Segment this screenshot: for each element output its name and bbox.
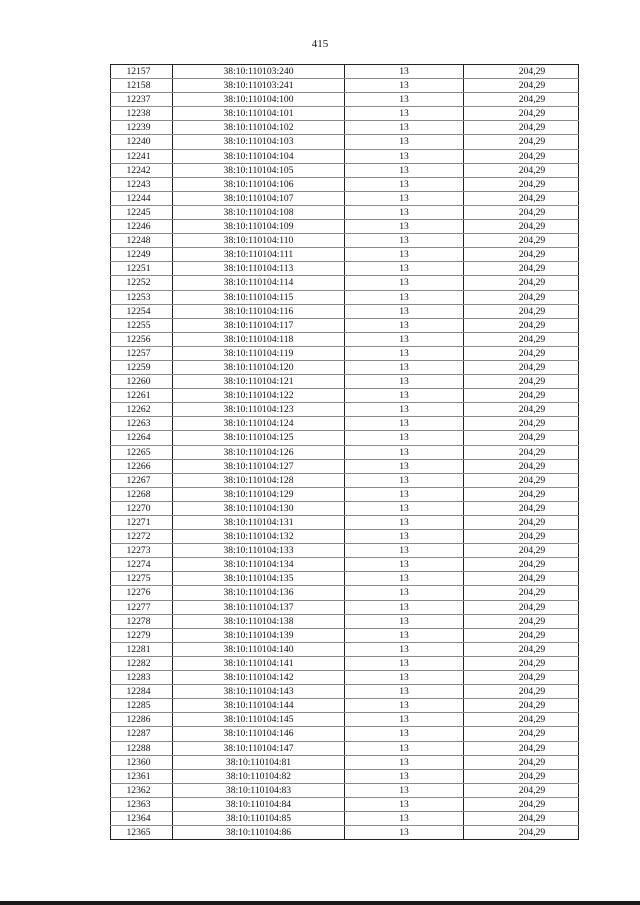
area-cell: 204,29: [464, 600, 579, 614]
row-number-cell: 12257: [111, 346, 173, 360]
area-cell: 204,29: [464, 375, 579, 389]
cadastral-number-cell: 38:10:110104:105: [173, 163, 345, 177]
cadastral-number-cell: 38:10:110104:109: [173, 220, 345, 234]
area-cell: 204,29: [464, 205, 579, 219]
row-number-cell: 12251: [111, 262, 173, 276]
row-number-cell: 12260: [111, 375, 173, 389]
quantity-cell: 13: [345, 741, 464, 755]
cadastral-number-cell: 38:10:110104:134: [173, 558, 345, 572]
quantity-cell: 13: [345, 248, 464, 262]
table-row: [111, 135, 579, 149]
table-row: [111, 177, 579, 191]
table-row: [111, 727, 579, 741]
row-number-cell: 12362: [111, 783, 173, 797]
cadastral-number-cell: 38:10:110104:106: [173, 177, 345, 191]
area-cell: 204,29: [464, 642, 579, 656]
table-row: [111, 516, 579, 530]
row-number-cell: 12240: [111, 135, 173, 149]
table-row: [111, 473, 579, 487]
quantity-cell: 13: [345, 403, 464, 417]
cadastral-number-cell: 38:10:110104:147: [173, 741, 345, 755]
row-number-cell: 12248: [111, 234, 173, 248]
quantity-cell: 13: [345, 459, 464, 473]
row-number-cell: 12237: [111, 93, 173, 107]
cadastral-number-cell: 38:10:110104:126: [173, 445, 345, 459]
row-number-cell: 12270: [111, 501, 173, 515]
quantity-cell: 13: [345, 473, 464, 487]
table-row: [111, 389, 579, 403]
table-row: [111, 417, 579, 431]
cadastral-number-cell: 38:10:110104:143: [173, 685, 345, 699]
area-cell: 204,29: [464, 191, 579, 205]
area-cell: 204,29: [464, 727, 579, 741]
table-row: [111, 248, 579, 262]
area-cell: 204,29: [464, 445, 579, 459]
cadastral-number-cell: 38:10:110104:136: [173, 586, 345, 600]
quantity-cell: 13: [345, 516, 464, 530]
row-number-cell: 12283: [111, 671, 173, 685]
row-number-cell: 12360: [111, 755, 173, 769]
page-number: 415: [311, 38, 329, 50]
cadastral-number-cell: 38:10:110104:117: [173, 318, 345, 332]
quantity-cell: 13: [345, 163, 464, 177]
cadastral-number-cell: 38:10:110104:142: [173, 671, 345, 685]
table-row: [111, 79, 579, 93]
area-cell: 204,29: [464, 135, 579, 149]
table-row: [111, 318, 579, 332]
cadastral-number-cell: 38:10:110104:135: [173, 572, 345, 586]
cadastral-number-cell: 38:10:110104:113: [173, 262, 345, 276]
table-row: [111, 656, 579, 670]
row-number-cell: 12238: [111, 107, 173, 121]
area-cell: 204,29: [464, 614, 579, 628]
quantity-cell: 13: [345, 713, 464, 727]
table-row: [111, 642, 579, 656]
area-cell: 204,29: [464, 177, 579, 191]
table-row: [111, 163, 579, 177]
quantity-cell: 13: [345, 346, 464, 360]
row-number-cell: 12281: [111, 642, 173, 656]
quantity-cell: 13: [345, 558, 464, 572]
cadastral-number-cell: 38:10:110104:124: [173, 417, 345, 431]
table-row: [111, 797, 579, 811]
row-number-cell: 12157: [111, 65, 173, 79]
table-row: [111, 346, 579, 360]
cadastral-number-cell: 38:10:110104:131: [173, 516, 345, 530]
quantity-cell: 13: [345, 107, 464, 121]
table-row: [111, 445, 579, 459]
row-number-cell: 12249: [111, 248, 173, 262]
area-cell: 204,29: [464, 389, 579, 403]
table-row: [111, 501, 579, 515]
row-number-cell: 12242: [111, 163, 173, 177]
area-cell: 204,29: [464, 826, 579, 840]
area-cell: 204,29: [464, 544, 579, 558]
cadastral-number-cell: 38:10:110104:100: [173, 93, 345, 107]
quantity-cell: 13: [345, 487, 464, 501]
cadastral-number-cell: 38:10:110103:240: [173, 65, 345, 79]
row-number-cell: 12245: [111, 205, 173, 219]
cadastral-number-cell: 38:10:110104:121: [173, 375, 345, 389]
cadastral-number-cell: 38:10:110104:130: [173, 501, 345, 515]
row-number-cell: 12239: [111, 121, 173, 135]
area-cell: 204,29: [464, 65, 579, 79]
area-cell: 204,29: [464, 656, 579, 670]
table-row: [111, 713, 579, 727]
area-cell: 204,29: [464, 628, 579, 642]
row-number-cell: 12262: [111, 403, 173, 417]
row-number-cell: 12277: [111, 600, 173, 614]
cadastral-number-cell: 38:10:110104:129: [173, 487, 345, 501]
row-number-cell: 12278: [111, 614, 173, 628]
quantity-cell: 13: [345, 614, 464, 628]
quantity-cell: 13: [345, 501, 464, 515]
area-cell: 204,29: [464, 586, 579, 600]
quantity-cell: 13: [345, 234, 464, 248]
cadastral-number-cell: 38:10:110104:107: [173, 191, 345, 205]
table-row: [111, 360, 579, 374]
area-cell: 204,29: [464, 304, 579, 318]
row-number-cell: 12363: [111, 797, 173, 811]
table-row: [111, 93, 579, 107]
quantity-cell: 13: [345, 135, 464, 149]
row-number-cell: 12287: [111, 727, 173, 741]
cadastral-number-cell: 38:10:110104:122: [173, 389, 345, 403]
row-number-cell: 12158: [111, 79, 173, 93]
table-row: [111, 262, 579, 276]
table-row: [111, 375, 579, 389]
table-row: [111, 431, 579, 445]
table-row: [111, 121, 579, 135]
cadastral-number-cell: 38:10:110104:144: [173, 699, 345, 713]
row-number-cell: 12284: [111, 685, 173, 699]
cadastral-number-cell: 38:10:110104:132: [173, 530, 345, 544]
area-cell: 204,29: [464, 93, 579, 107]
row-number-cell: 12267: [111, 473, 173, 487]
quantity-cell: 13: [345, 811, 464, 825]
quantity-cell: 13: [345, 628, 464, 642]
cadastral-number-cell: 38:10:110104:140: [173, 642, 345, 656]
table-row: [111, 234, 579, 248]
quantity-cell: 13: [345, 262, 464, 276]
row-number-cell: 12272: [111, 530, 173, 544]
row-number-cell: 12364: [111, 811, 173, 825]
table-row: [111, 826, 579, 840]
row-number-cell: 12288: [111, 741, 173, 755]
table-row: [111, 783, 579, 797]
cadastral-number-cell: 38:10:110104:133: [173, 544, 345, 558]
table-row: [111, 332, 579, 346]
row-number-cell: 12365: [111, 826, 173, 840]
quantity-cell: 13: [345, 699, 464, 713]
row-number-cell: 12285: [111, 699, 173, 713]
scan-bottom-edge: [0, 901, 640, 905]
quantity-cell: 13: [345, 572, 464, 586]
cadastral-number-cell: 38:10:110104:110: [173, 234, 345, 248]
table-row: [111, 276, 579, 290]
area-cell: 204,29: [464, 403, 579, 417]
cadastral-number-cell: 38:10:110104:125: [173, 431, 345, 445]
cadastral-table-container: [110, 64, 579, 840]
cadastral-number-cell: 38:10:110104:103: [173, 135, 345, 149]
quantity-cell: 13: [345, 600, 464, 614]
row-number-cell: 12268: [111, 487, 173, 501]
table-row: [111, 530, 579, 544]
area-cell: 204,29: [464, 811, 579, 825]
area-cell: 204,29: [464, 220, 579, 234]
cadastral-number-cell: 38:10:110104:141: [173, 656, 345, 670]
area-cell: 204,29: [464, 262, 579, 276]
area-cell: 204,29: [464, 530, 579, 544]
row-number-cell: 12271: [111, 516, 173, 530]
table-row: [111, 755, 579, 769]
area-cell: 204,29: [464, 360, 579, 374]
cadastral-number-cell: 38:10:110103:241: [173, 79, 345, 93]
area-cell: 204,29: [464, 685, 579, 699]
quantity-cell: 13: [345, 220, 464, 234]
area-cell: 204,29: [464, 149, 579, 163]
row-number-cell: 12256: [111, 332, 173, 346]
table-row: [111, 811, 579, 825]
area-cell: 204,29: [464, 290, 579, 304]
cadastral-number-cell: 38:10:110104:128: [173, 473, 345, 487]
quantity-cell: 13: [345, 375, 464, 389]
cadastral-number-cell: 38:10:110104:83: [173, 783, 345, 797]
row-number-cell: 12252: [111, 276, 173, 290]
cadastral-number-cell: 38:10:110104:120: [173, 360, 345, 374]
area-cell: 204,29: [464, 797, 579, 811]
row-number-cell: 12266: [111, 459, 173, 473]
quantity-cell: 13: [345, 671, 464, 685]
row-number-cell: 12253: [111, 290, 173, 304]
cadastral-number-cell: 38:10:110104:123: [173, 403, 345, 417]
area-cell: 204,29: [464, 121, 579, 135]
area-cell: 204,29: [464, 699, 579, 713]
quantity-cell: 13: [345, 431, 464, 445]
area-cell: 204,29: [464, 417, 579, 431]
quantity-cell: 13: [345, 205, 464, 219]
area-cell: 204,29: [464, 769, 579, 783]
cadastral-number-cell: 38:10:110104:114: [173, 276, 345, 290]
area-cell: 204,29: [464, 346, 579, 360]
table-row: [111, 290, 579, 304]
cadastral-number-cell: 38:10:110104:108: [173, 205, 345, 219]
quantity-cell: 13: [345, 290, 464, 304]
quantity-cell: 13: [345, 642, 464, 656]
cadastral-number-cell: 38:10:110104:84: [173, 797, 345, 811]
quantity-cell: 13: [345, 177, 464, 191]
quantity-cell: 13: [345, 656, 464, 670]
table-row: [111, 685, 579, 699]
quantity-cell: 13: [345, 276, 464, 290]
row-number-cell: 12261: [111, 389, 173, 403]
row-number-cell: 12286: [111, 713, 173, 727]
area-cell: 204,29: [464, 755, 579, 769]
quantity-cell: 13: [345, 530, 464, 544]
quantity-cell: 13: [345, 783, 464, 797]
row-number-cell: 12264: [111, 431, 173, 445]
row-number-cell: 12246: [111, 220, 173, 234]
area-cell: 204,29: [464, 671, 579, 685]
table-row: [111, 614, 579, 628]
table-row: [111, 699, 579, 713]
area-cell: 204,29: [464, 332, 579, 346]
cadastral-number-cell: 38:10:110104:86: [173, 826, 345, 840]
table-row: [111, 671, 579, 685]
table-row: [111, 304, 579, 318]
quantity-cell: 13: [345, 826, 464, 840]
area-cell: 204,29: [464, 276, 579, 290]
area-cell: 204,29: [464, 516, 579, 530]
quantity-cell: 13: [345, 318, 464, 332]
row-number-cell: 12265: [111, 445, 173, 459]
row-number-cell: 12361: [111, 769, 173, 783]
area-cell: 204,29: [464, 107, 579, 121]
table-row: [111, 769, 579, 783]
row-number-cell: 12241: [111, 149, 173, 163]
area-cell: 204,29: [464, 234, 579, 248]
row-number-cell: 12279: [111, 628, 173, 642]
cadastral-number-cell: 38:10:110104:139: [173, 628, 345, 642]
quantity-cell: 13: [345, 93, 464, 107]
row-number-cell: 12243: [111, 177, 173, 191]
row-number-cell: 12273: [111, 544, 173, 558]
table-body: [111, 65, 579, 840]
row-number-cell: 12259: [111, 360, 173, 374]
table-row: [111, 544, 579, 558]
quantity-cell: 13: [345, 797, 464, 811]
area-cell: 204,29: [464, 473, 579, 487]
cadastral-number-cell: 38:10:110104:104: [173, 149, 345, 163]
quantity-cell: 13: [345, 65, 464, 79]
quantity-cell: 13: [345, 389, 464, 403]
area-cell: 204,29: [464, 487, 579, 501]
cadastral-number-cell: 38:10:110104:146: [173, 727, 345, 741]
cadastral-number-cell: 38:10:110104:111: [173, 248, 345, 262]
row-number-cell: 12275: [111, 572, 173, 586]
table-row: [111, 558, 579, 572]
quantity-cell: 13: [345, 769, 464, 783]
quantity-cell: 13: [345, 445, 464, 459]
quantity-cell: 13: [345, 79, 464, 93]
table-row: [111, 65, 579, 79]
area-cell: 204,29: [464, 783, 579, 797]
area-cell: 204,29: [464, 501, 579, 515]
table-row: [111, 149, 579, 163]
quantity-cell: 13: [345, 544, 464, 558]
table-row: [111, 572, 579, 586]
cadastral-number-cell: 38:10:110104:115: [173, 290, 345, 304]
cadastral-number-cell: 38:10:110104:118: [173, 332, 345, 346]
table-row: [111, 487, 579, 501]
quantity-cell: 13: [345, 727, 464, 741]
table-row: [111, 628, 579, 642]
quantity-cell: 13: [345, 149, 464, 163]
row-number-cell: 12255: [111, 318, 173, 332]
table-row: [111, 220, 579, 234]
cadastral-number-cell: 38:10:110104:119: [173, 346, 345, 360]
area-cell: 204,29: [464, 248, 579, 262]
area-cell: 204,29: [464, 431, 579, 445]
table-row: [111, 586, 579, 600]
row-number-cell: 12282: [111, 656, 173, 670]
cadastral-number-cell: 38:10:110104:137: [173, 600, 345, 614]
table-row: [111, 403, 579, 417]
area-cell: 204,29: [464, 713, 579, 727]
quantity-cell: 13: [345, 685, 464, 699]
row-number-cell: 12244: [111, 191, 173, 205]
row-number-cell: 12263: [111, 417, 173, 431]
area-cell: 204,29: [464, 163, 579, 177]
area-cell: 204,29: [464, 318, 579, 332]
table-row: [111, 459, 579, 473]
area-cell: 204,29: [464, 459, 579, 473]
quantity-cell: 13: [345, 755, 464, 769]
cadastral-number-cell: 38:10:110104:102: [173, 121, 345, 135]
quantity-cell: 13: [345, 121, 464, 135]
quantity-cell: 13: [345, 586, 464, 600]
quantity-cell: 13: [345, 332, 464, 346]
cadastral-number-cell: 38:10:110104:116: [173, 304, 345, 318]
cadastral-number-cell: 38:10:110104:138: [173, 614, 345, 628]
row-number-cell: 12274: [111, 558, 173, 572]
cadastral-number-cell: 38:10:110104:81: [173, 755, 345, 769]
row-number-cell: 12254: [111, 304, 173, 318]
table-row: [111, 205, 579, 219]
quantity-cell: 13: [345, 417, 464, 431]
area-cell: 204,29: [464, 741, 579, 755]
cadastral-table: [110, 64, 579, 840]
quantity-cell: 13: [345, 304, 464, 318]
table-row: [111, 741, 579, 755]
table-row: [111, 600, 579, 614]
cadastral-number-cell: 38:10:110104:101: [173, 107, 345, 121]
table-row: [111, 191, 579, 205]
area-cell: 204,29: [464, 558, 579, 572]
cadastral-number-cell: 38:10:110104:145: [173, 713, 345, 727]
area-cell: 204,29: [464, 572, 579, 586]
quantity-cell: 13: [345, 191, 464, 205]
cadastral-number-cell: 38:10:110104:127: [173, 459, 345, 473]
cadastral-number-cell: 38:10:110104:82: [173, 769, 345, 783]
cadastral-number-cell: 38:10:110104:85: [173, 811, 345, 825]
row-number-cell: 12276: [111, 586, 173, 600]
quantity-cell: 13: [345, 360, 464, 374]
table-row: [111, 107, 579, 121]
area-cell: 204,29: [464, 79, 579, 93]
